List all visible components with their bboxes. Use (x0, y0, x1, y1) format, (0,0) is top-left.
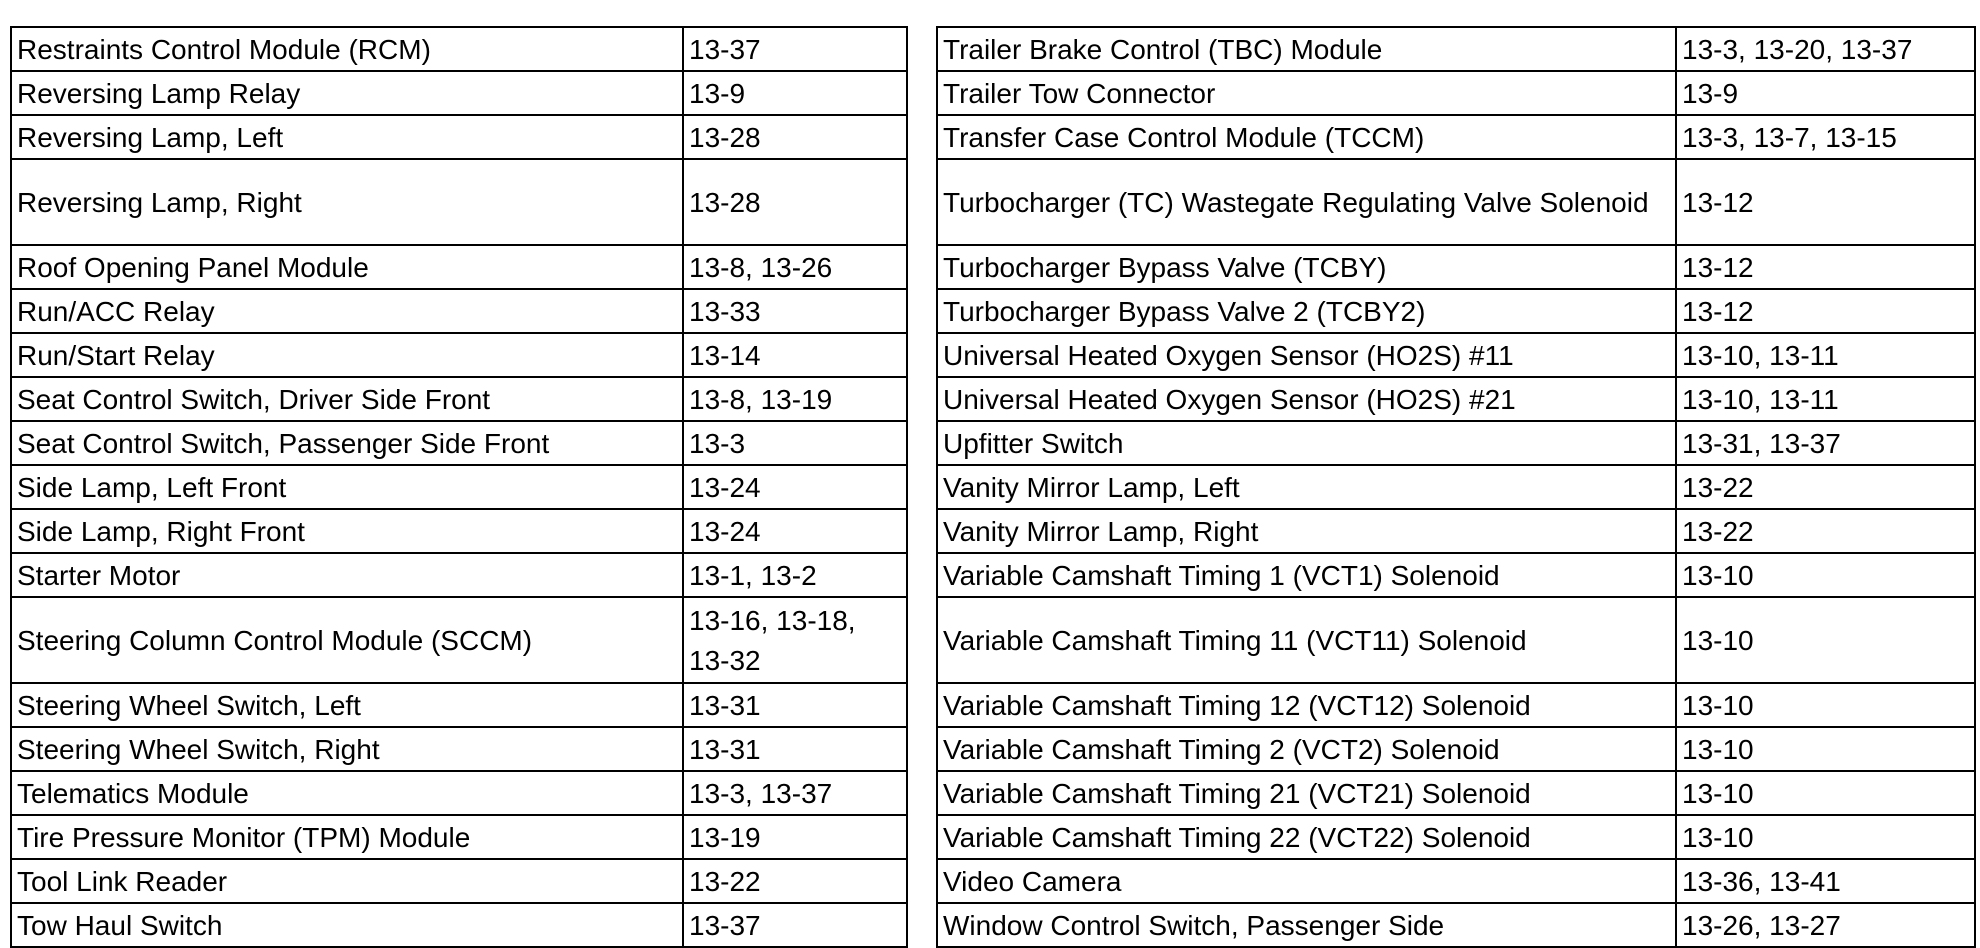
page-refs-right: 13-10 (1676, 553, 1975, 597)
component-name-left: Side Lamp, Left Front (11, 465, 683, 509)
component-name-right: Universal Heated Oxygen Sensor (HO2S) #11 (937, 333, 1676, 377)
page-refs-left: 13-19 (683, 815, 907, 859)
column-gap (907, 421, 937, 465)
table-row (11, 377, 1975, 421)
page-refs-right: 13-12 (1676, 289, 1975, 333)
page-refs-right: 13-10, 13-11 (1676, 377, 1975, 421)
component-name-left: Reversing Lamp, Right (11, 159, 683, 245)
page-refs-right: 13-10 (1676, 727, 1975, 771)
page-refs-left: 13-3 (683, 421, 907, 465)
table-row (11, 465, 1975, 509)
component-name-left: Side Lamp, Right Front (11, 509, 683, 553)
table-row (11, 859, 1975, 903)
component-name-right: Vanity Mirror Lamp, Right (937, 509, 1676, 553)
table-row (11, 903, 1975, 947)
page-refs-right: 13-10 (1676, 771, 1975, 815)
page-refs-left: 13-33 (683, 289, 907, 333)
component-name-left: Steering Wheel Switch, Left (11, 683, 683, 727)
table-row (11, 771, 1975, 815)
column-gap (907, 727, 937, 771)
component-name-right: Turbocharger (TC) Wastegate Regulating Valve Solenoid (937, 159, 1676, 245)
page-refs-left: 13-31 (683, 683, 907, 727)
table-row (11, 71, 1975, 115)
table-row (11, 509, 1975, 553)
column-gap (907, 159, 937, 245)
component-name-right: Variable Camshaft Timing 2 (VCT2) Solenoid (937, 727, 1676, 771)
table-row (11, 27, 1975, 71)
page-refs-left: 13-8, 13-19 (683, 377, 907, 421)
page-refs-left: 13-3, 13-37 (683, 771, 907, 815)
component-name-left: Seat Control Switch, Passenger Side Front (11, 421, 683, 465)
table-row (11, 115, 1975, 159)
component-name-right: Variable Camshaft Timing 12 (VCT12) Solenoid (937, 683, 1676, 727)
table-row (11, 421, 1975, 465)
table-row (11, 815, 1975, 859)
component-index-page (10, 26, 1974, 948)
page-refs-right: 13-3, 13-7, 13-15 (1676, 115, 1975, 159)
component-name-left: Telematics Module (11, 771, 683, 815)
column-gap (907, 815, 937, 859)
column-gap (907, 683, 937, 727)
component-name-right: Variable Camshaft Timing 1 (VCT1) Solenoid (937, 553, 1676, 597)
column-gap (907, 859, 937, 903)
component-name-right: Trailer Tow Connector (937, 71, 1676, 115)
component-name-left: Tool Link Reader (11, 859, 683, 903)
page-refs-left: 13-1, 13-2 (683, 553, 907, 597)
component-name-right: Variable Camshaft Timing 22 (VCT22) Solenoid (937, 815, 1676, 859)
component-name-right: Video Camera (937, 859, 1676, 903)
index-table-body (11, 27, 1975, 947)
page-refs-left: 13-37 (683, 27, 907, 71)
column-gap (907, 377, 937, 421)
component-name-left: Reversing Lamp, Left (11, 115, 683, 159)
component-name-left: Roof Opening Panel Module (11, 245, 683, 289)
page-refs-right: 13-26, 13-27 (1676, 903, 1975, 947)
component-name-left: Steering Wheel Switch, Right (11, 727, 683, 771)
component-name-left: Reversing Lamp Relay (11, 71, 683, 115)
table-row (11, 597, 1975, 683)
column-gap (907, 771, 937, 815)
page-refs-right: 13-36, 13-41 (1676, 859, 1975, 903)
page-refs-right: 13-10 (1676, 597, 1975, 683)
component-name-left: Run/Start Relay (11, 333, 683, 377)
component-name-right: Trailer Brake Control (TBC) Module (937, 27, 1676, 71)
component-name-right: Universal Heated Oxygen Sensor (HO2S) #21 (937, 377, 1676, 421)
page-refs-left: 13-14 (683, 333, 907, 377)
page-refs-left: 13-28 (683, 115, 907, 159)
component-name-left: Starter Motor (11, 553, 683, 597)
table-row (11, 553, 1975, 597)
component-name-left: Tire Pressure Monitor (TPM) Module (11, 815, 683, 859)
page-refs-right: 13-31, 13-37 (1676, 421, 1975, 465)
page-refs-right: 13-10, 13-11 (1676, 333, 1975, 377)
component-name-left: Run/ACC Relay (11, 289, 683, 333)
table-row (11, 333, 1975, 377)
component-name-right: Turbocharger Bypass Valve (TCBY) (937, 245, 1676, 289)
component-name-right: Upfitter Switch (937, 421, 1676, 465)
component-name-right: Transfer Case Control Module (TCCM) (937, 115, 1676, 159)
column-gap (907, 333, 937, 377)
table-row (11, 683, 1975, 727)
page-refs-right: 13-9 (1676, 71, 1975, 115)
component-name-left: Restraints Control Module (RCM) (11, 27, 683, 71)
page-refs-right: 13-10 (1676, 815, 1975, 859)
page-refs-right: 13-10 (1676, 683, 1975, 727)
column-gap (907, 509, 937, 553)
column-gap (907, 71, 937, 115)
table-row (11, 159, 1975, 245)
component-name-right: Vanity Mirror Lamp, Left (937, 465, 1676, 509)
page-refs-left: 13-8, 13-26 (683, 245, 907, 289)
page-refs-right: 13-22 (1676, 509, 1975, 553)
column-gap (907, 289, 937, 333)
page-refs-left: 13-31 (683, 727, 907, 771)
column-gap (907, 903, 937, 947)
column-gap (907, 553, 937, 597)
component-name-right: Variable Camshaft Timing 21 (VCT21) Solenoid (937, 771, 1676, 815)
column-gap (907, 115, 937, 159)
component-name-right: Turbocharger Bypass Valve 2 (TCBY2) (937, 289, 1676, 333)
page-refs-left: 13-37 (683, 903, 907, 947)
column-gap (907, 245, 937, 289)
page-refs-left: 13-9 (683, 71, 907, 115)
table-row (11, 289, 1975, 333)
column-gap (907, 465, 937, 509)
table-row (11, 245, 1975, 289)
component-name-right: Window Control Switch, Passenger Side (937, 903, 1676, 947)
page-refs-right: 13-12 (1676, 245, 1975, 289)
page-refs-left: 13-16, 13-18, 13-32 (683, 597, 907, 683)
component-name-right: Variable Camshaft Timing 11 (VCT11) Solenoid (937, 597, 1676, 683)
page-refs-left: 13-24 (683, 465, 907, 509)
component-name-left: Tow Haul Switch (11, 903, 683, 947)
page-refs-right: 13-12 (1676, 159, 1975, 245)
page-refs-left: 13-28 (683, 159, 907, 245)
column-gap (907, 597, 937, 683)
component-name-left: Seat Control Switch, Driver Side Front (11, 377, 683, 421)
page-refs-right: 13-3, 13-20, 13-37 (1676, 27, 1975, 71)
page-refs-left: 13-24 (683, 509, 907, 553)
table-row (11, 727, 1975, 771)
component-name-left: Steering Column Control Module (SCCM) (11, 597, 683, 683)
column-gap (907, 27, 937, 71)
page-refs-right: 13-22 (1676, 465, 1975, 509)
page-refs-left: 13-22 (683, 859, 907, 903)
component-location-index-table (10, 26, 1976, 948)
